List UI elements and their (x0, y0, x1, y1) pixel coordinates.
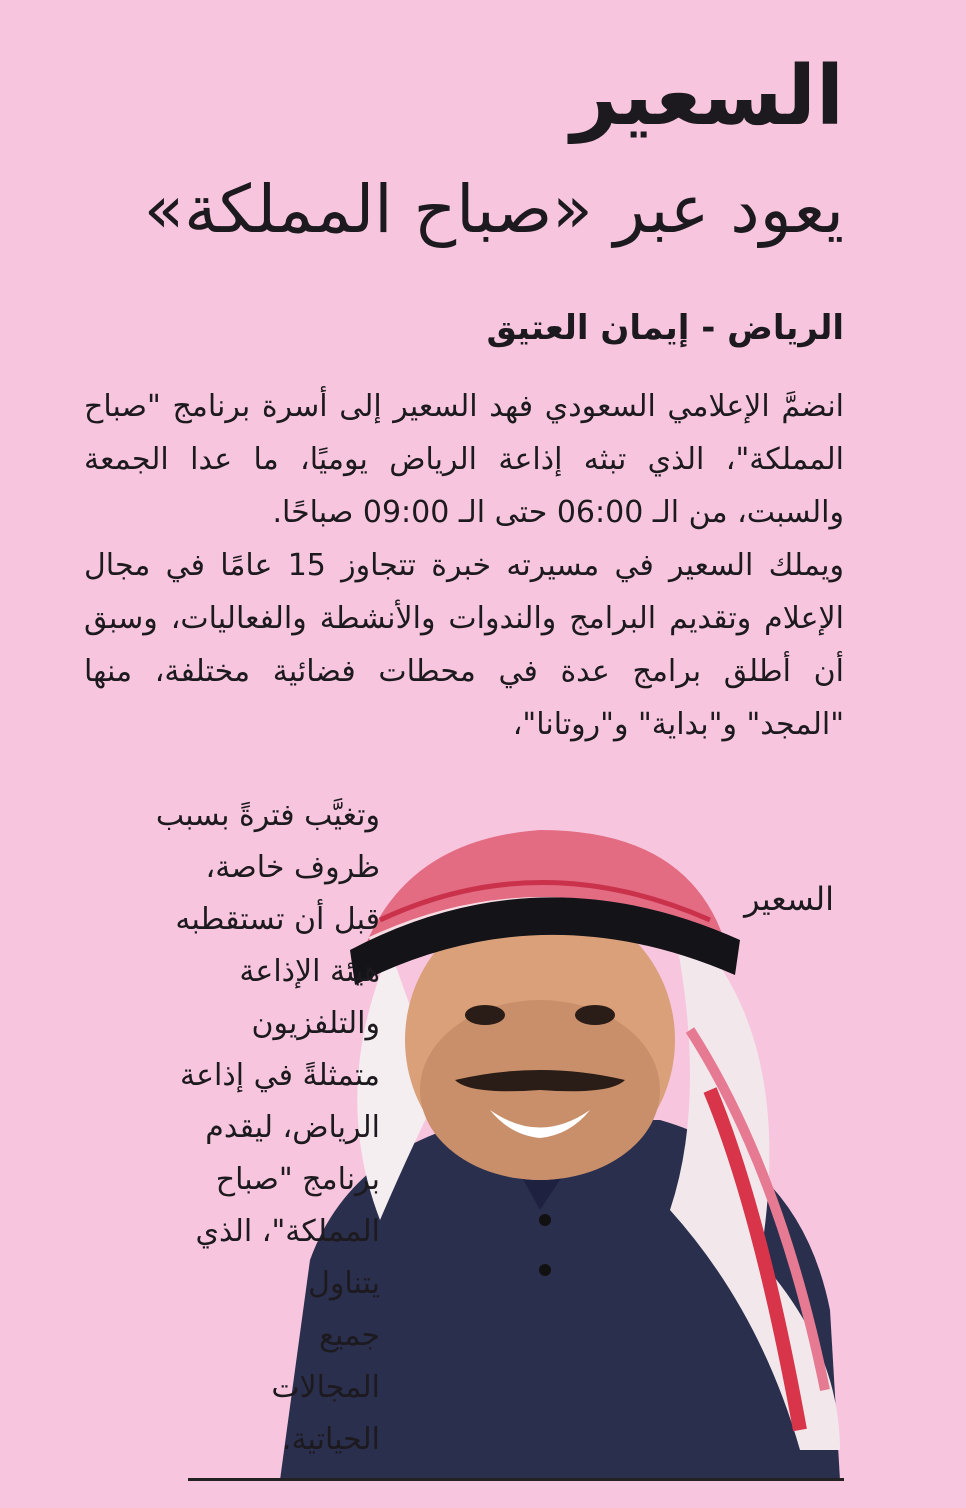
side-line: يتناول (308, 1266, 380, 1301)
side-line: هيئة الإذاعة (239, 954, 380, 989)
headline-main: السعير (570, 49, 844, 144)
side-line: برنامج "صباح (215, 1162, 380, 1197)
side-line: المجالات (271, 1370, 380, 1405)
paragraph-1: انضمَّ الإعلامي السعودي فهد السعير إلى أسرة برنامج "صباح المملكة"، الذي تبثه إذاعة الرياض يوميًا، ما عدا الجمعة والسبت، من الـ 06:00 حتى الـ 09:00 صباحًا. (84, 389, 844, 530)
article-lead (84, 380, 844, 751)
side-line: جميع (319, 1318, 380, 1353)
headline-sub: يعود عبر «صباح المملكة» (143, 171, 844, 248)
side-line: والتلفزيون (251, 1006, 380, 1041)
side-line: متمثلةً في إذاعة (180, 1058, 380, 1093)
bottom-rule (188, 1478, 844, 1481)
side-line: قبل أن تستقطبه (175, 902, 380, 937)
photo-caption: السعير (744, 880, 834, 918)
paragraph-2: ويملك السعير في مسيرته خبرة تتجاوز 15 عامًا في مجال الإعلام وتقديم البرامج والندوات والأنشطة والفعاليات، وسبق أن أطلق برامج عدة في محطات فضائية مختلفة، منها "المجد" و"بداية" و"روتانا"، (84, 548, 844, 742)
byline: الرياض - إيمان العتيق (486, 308, 844, 348)
side-line: ظروف خاصة، (205, 850, 380, 885)
side-line: المملكة"، الذي (195, 1214, 380, 1249)
side-line: وتغيَّب فترةً بسبب (155, 798, 380, 833)
side-line: الحياتية. (281, 1422, 380, 1457)
article-side-column (60, 790, 380, 1466)
side-line: الرياض، ليقدم (205, 1110, 380, 1145)
